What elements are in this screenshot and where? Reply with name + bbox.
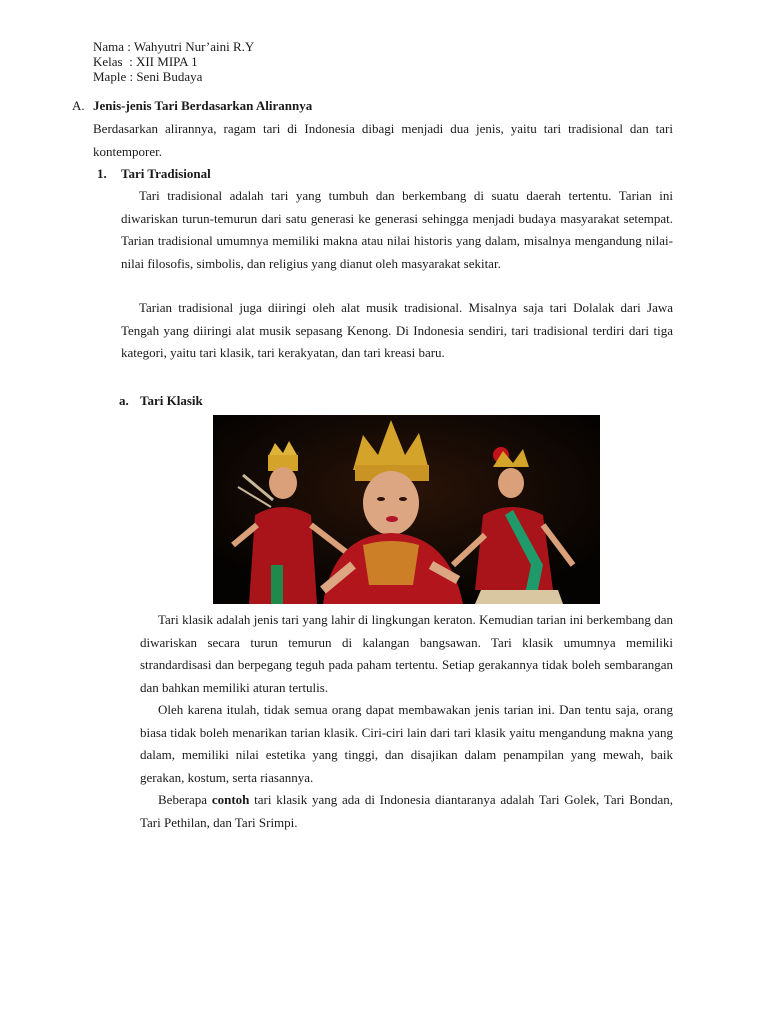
klasik-paragraph-1: Tari klasik adalah jenis tari yang lahir di lingkungan keraton. Kemudian tarian ini berkembang dan diwariskan secara turun temurun di kalangan bangsawan. Tari klasik umumnya memiliki strandardisasi dan berpegang teguh pada paham tertentu. Setiap gerakannya tidak boleh sembarangan dan bahkan memiliki aturan tertulis. <box>140 612 673 695</box>
dancers-illustration <box>213 415 600 604</box>
klasik-p3-after: tari klasik yang ada di Indonesia diantaranya adalah Tari Golek, Tari Bondan, Tari Pethilan, dan Tari Srimpi. <box>140 792 673 830</box>
student-class: Kelas : XII MIPA 1 <box>93 54 198 69</box>
klasik-p3-before: Beberapa <box>158 792 212 807</box>
section-a-letter: A. <box>72 98 85 113</box>
klasik-paragraph-2: Oleh karena itulah, tidak semua orang dapat membawakan jenis tarian ini. Dan tentu saja, orang biasa tidak boleh menarikan tarian klasik. Ciri-ciri lain dari tari klasik yaitu mengandung makna yang dalam, memiliki nilai estetika yang tinggi, dan disajikan dalam penampilan yang mewah, baik gerakan, kostum, serta riasannya. <box>140 702 673 785</box>
student-name: Nama : Wahyutri Nur’aini R.Y <box>93 39 255 54</box>
klasik-paragraph-3 <box>140 789 673 834</box>
tari-klasik-photo <box>213 415 600 604</box>
tradisional-paragraph-2: Tarian tradisional juga diiringi oleh alat musik tradisional. Misalnya saja tari Dolalak dari Jawa Tengah yang diiringi alat musik sepasang Kenong. Di Indonesia sendiri, tari tradisional terdiri dari tiga kategori, yaitu tari klasik, tari kerakyatan, dan tari kreasi baru. <box>121 300 673 360</box>
subsection-a-letter: a. <box>119 393 129 408</box>
subsection-1-number: 1. <box>97 166 107 181</box>
subsection-1-title: Tari Tradisional <box>121 166 211 181</box>
klasik-p3-bold: contoh <box>211 792 250 807</box>
subsection-a-title: Tari Klasik <box>140 393 203 408</box>
tradisional-paragraph-1: Tari tradisional adalah tari yang tumbuh dan berkembang di suatu daerah tertentu. Tarian ini diwariskan turun-temurun dari satu generasi ke generasi sehingga menjadi budaya masyarakat setempat. Tarian tradisional umumnya memiliki makna atau nilai historis yang dalam, misalnya mengandung nilai-nilai filosofis, simbolis, dan religius yang dianut oleh masyarakat sekitar. <box>121 188 673 271</box>
subject: Maple : Seni Budaya <box>93 69 203 84</box>
section-a-title: Jenis-jenis Tari Berdasarkan Alirannya <box>93 98 313 113</box>
section-a-intro: Berdasarkan alirannya, ragam tari di Indonesia dibagi menjadi dua jenis, yaitu tari tradisional dan tari kontemporer. <box>93 121 673 159</box>
